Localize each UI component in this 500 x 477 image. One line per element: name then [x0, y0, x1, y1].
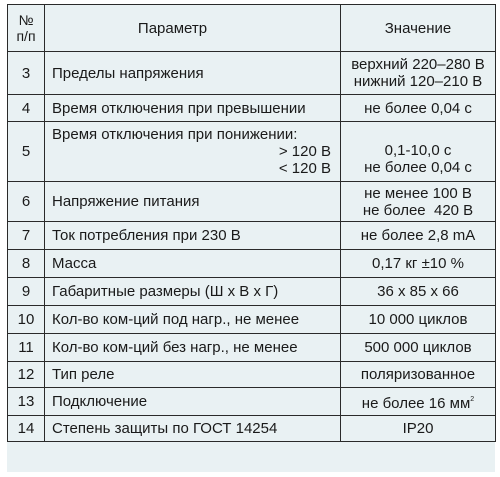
row-parameter: Напряжение питания [45, 182, 341, 222]
row-parameter-line: > 120 В [278, 143, 331, 160]
row-number: 10 [8, 306, 45, 334]
row-value-line: не более 0,04 с [364, 158, 472, 176]
header-number [8, 5, 45, 52]
table-row [8, 222, 496, 250]
row-number: 11 [8, 334, 45, 362]
table-row [8, 122, 496, 182]
row-parameter: Ток потребления при 230 В [45, 222, 341, 250]
row-value: IP20 [341, 416, 496, 442]
row-value-line: верхний 220–280 В [351, 56, 485, 73]
row-number: 5 [8, 122, 45, 182]
table-row [8, 278, 496, 306]
table-row [8, 182, 496, 222]
table-row [8, 334, 496, 362]
table-row [8, 362, 496, 388]
row-parameter: Подключение [45, 388, 341, 416]
row-value [341, 122, 496, 182]
spec-table-container [7, 4, 495, 472]
row-parameter: Пределы напряжения [45, 52, 341, 95]
row-parameter: Степень защиты по ГОСТ 14254 [45, 416, 341, 442]
table-row [8, 306, 496, 334]
row-value-line: 0,1-10,0 с [384, 141, 452, 159]
table-row [8, 250, 496, 278]
row-parameter-line: < 120 В [278, 160, 331, 177]
row-parameter-line: Время отключения при понижении: [52, 126, 298, 143]
row-value [341, 388, 496, 416]
row-value [341, 182, 496, 222]
row-number: 3 [8, 52, 45, 95]
header-value: Значение [341, 5, 496, 52]
table-row [8, 416, 496, 442]
table-header-row [8, 5, 496, 52]
row-value: поляризованное [341, 362, 496, 388]
row-number: 6 [8, 182, 45, 222]
row-value: 500 000 циклов [341, 334, 496, 362]
row-parameter: Время отключения при превышении [45, 95, 341, 122]
row-value: не более 2,8 mA [341, 222, 496, 250]
row-parameter: Масса [45, 250, 341, 278]
row-parameter: Кол-во ком-ций без нагр., не менее [45, 334, 341, 362]
row-number: 9 [8, 278, 45, 306]
header-parameter: Параметр [45, 5, 341, 52]
table-row [8, 95, 496, 122]
row-parameter: Тип реле [45, 362, 341, 388]
row-value [341, 52, 496, 95]
table-row [8, 52, 496, 95]
row-value-line: нижний 120–210 В [353, 73, 483, 90]
header-number-line1: № [18, 12, 34, 28]
row-number: 8 [8, 250, 45, 278]
row-value-line: не менее 100 В [364, 184, 472, 202]
row-value-line: не более 16 мм [361, 395, 471, 412]
row-number: 13 [8, 388, 45, 416]
row-parameter [45, 122, 341, 182]
row-number: 7 [8, 222, 45, 250]
row-parameter: Кол-во ком-ций под нагр., не менее [45, 306, 341, 334]
table-row [8, 388, 496, 416]
spec-table [7, 4, 496, 442]
row-value: 36 х 85 х 66 [341, 278, 496, 306]
row-number: 14 [8, 416, 45, 442]
superscript: 2 [470, 396, 475, 403]
row-value-line: не более 420 В [362, 201, 474, 219]
row-value: не более 0,04 с [341, 95, 496, 122]
row-value: 0,17 кг ±10 % [341, 250, 496, 278]
row-parameter: Габаритные размеры (Ш х В х Г) [45, 278, 341, 306]
row-number: 12 [8, 362, 45, 388]
row-number: 4 [8, 95, 45, 122]
row-value: 10 000 циклов [341, 306, 496, 334]
header-number-line2: п/п [16, 28, 36, 44]
